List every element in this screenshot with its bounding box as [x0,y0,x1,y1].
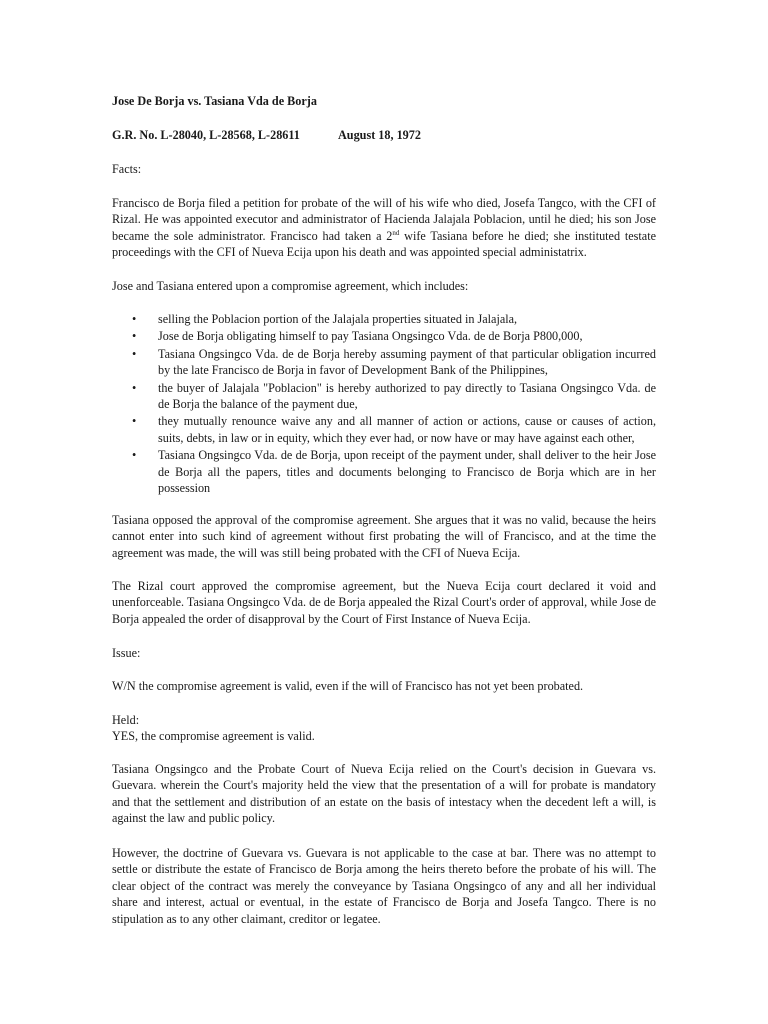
held-heading: Held: [112,713,140,727]
facts-heading: Facts: [112,162,142,176]
case-number-line [112,127,656,143]
held-paragraph-1: Tasiana Ongsingco and the Probate Court of Nueva Ecija relied on the Court's decision in Guevara vs. Guevara. wherein the Court's majority held the view that the presentation of a will for probate is mandatory and that the settlement and distribution of an estate on the basis of intestacy when the decedent left a will, is against the law and public policy. [112,762,656,826]
list-item: • Jose de Borja obligating himself to pay Tasiana Ongsingco Vda. de de Borja P800,000, [112,328,656,344]
issue-heading: Issue: [112,646,141,660]
case-title: Jose De Borja vs. Tasiana Vda de Borja [112,94,317,108]
held-paragraph-2: However, the doctrine of Guevara vs. Guevara is not applicable to the case at bar. There was no attempt to settle or distribute the estate of Francisco de Borja among the heirs thereto before the probate of his will. The clear object of the contract was merely the conveyance by Tasiana Ongsingco of any and all her individual share and interest, actual or eventual, in the estate of Francisco de Borja and Josefa Tangco. There is no stipulation as to any other claimant, creditor or legatee. [112,846,656,926]
facts-paragraph-1-text-b: wife Tasiana before he died; she instituted testate proceedings with the CFI of Nueva Ecija upon his death and was appointed special administatrix. [112,228,656,260]
list-item: • Tasiana Ongsingco Vda. de de Borja hereby assuming payment of that particular obligation incurred by the late Francisco de Borja in favor of Development Bank of the Philippines, [112,346,656,379]
list-item: • the buyer of Jalajala "Poblacion" is hereby authorized to pay directly to Tasiana Ongsingco Vda. de de Borja the balance of the payment due, [112,380,656,413]
case-number: G.R. No. L-28040, L-28568, L-28611 [112,128,300,142]
list-item: • Tasiana Ongsingco Vda. de de Borja, upon receipt of the payment under, shall deliver to the heir Jose de Borja all the papers, titles and documents belonging to Francisco de Borja which are in her possession [112,447,656,496]
agreement-bullet-list [112,311,656,497]
facts-paragraph-1-text-a: Francisco de Borja filed a petition for probate of the will of his wife who died, Josefa Tangco, with the CFI of Rizal. He was appointed executor and administrator of Hacienda Jalajala Poblacion, until he died; his son Jose became the sole administrator. Francisco had taken a 2 [112,196,656,243]
facts-paragraph-4: The Rizal court approved the compromise agreement, but the Nueva Ecija court declared it void and unenforceable. Tasiana Ongsingco Vda. de de Borja appealed the Rizal Court's order of approval, while Jose de Borja appealed the order of disapproval by the Court of First Instance of Nueva Ecija. [112,579,656,626]
facts-paragraph-2: Jose and Tasiana entered upon a compromise agreement, which includes: [112,279,469,293]
held-text: YES, the compromise agreement is valid. [112,729,315,743]
issue-text: W/N the compromise agreement is valid, even if the will of Francisco has not yet been probated. [112,679,584,693]
ordinal-superscript: nd [392,228,400,237]
facts-paragraph-1 [112,195,656,261]
case-date: August 18, 1972 [338,128,421,142]
facts-paragraph-3: Tasiana opposed the approval of the compromise agreement. She argues that it was no valid, because the heirs cannot enter into such kind of agreement without first probating the will of Francisco, and at the time the agreement was made, the will was still being probated with the CFI of Nueva Ecija. [112,513,656,560]
list-item: • they mutually renounce waive any and all manner of action or actions, cause or causes of action, suits, debts, in law or in equity, which they ever had, or now have or may have against each other, [112,413,656,446]
list-item: • selling the Poblacion portion of the Jalajala properties situated in Jalajala, [112,311,656,327]
